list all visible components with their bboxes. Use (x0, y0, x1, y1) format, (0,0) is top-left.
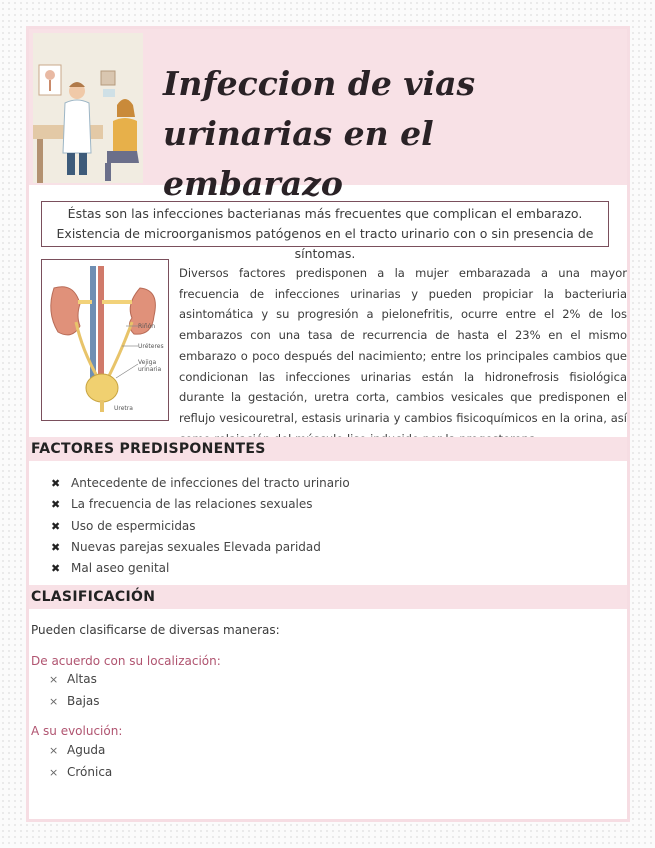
document-page (26, 26, 630, 822)
list-item-text: Altas (67, 672, 97, 686)
list-item-text: Uso de espermicidas (71, 518, 196, 533)
x-bullet-icon: ✖ (51, 519, 61, 533)
x-bullet-icon: × (49, 673, 59, 686)
list-item-text: Nuevas parejas sexuales Elevada paridad (71, 539, 321, 554)
list-item-text: Crónica (67, 764, 113, 779)
x-bullet-icon: × (49, 765, 59, 779)
evolucion-list (49, 740, 112, 783)
section-heading-factores: FACTORES PREDISPONENTES (29, 437, 627, 461)
list-item-text: La frecuencia de las relaciones sexuales (71, 497, 313, 512)
list-item-text: Bajas (67, 693, 100, 708)
list-item-text: Antecedente de infecciones del tracto urinario (71, 476, 350, 490)
section-heading-clasificacion: CLASIFICACIÓN (29, 585, 627, 609)
factors-list (51, 473, 350, 579)
group-label-localizacion: De acuerdo con su localización: (31, 654, 221, 668)
list-item (51, 494, 350, 515)
x-bullet-icon: ✖ (51, 562, 61, 576)
group-label-evolucion: A su evolución: (31, 724, 123, 738)
page-title: Infeccion de vias urinarias en el embarazo (163, 64, 476, 203)
x-bullet-icon: ✖ (51, 498, 61, 512)
x-bullet-icon: × (49, 694, 59, 708)
list-item (49, 740, 112, 762)
list-item-text: Mal aseo genital (71, 561, 170, 576)
doctor-patient-illustration (33, 33, 143, 183)
clasificacion-intro: Pueden clasificarse de diversas maneras: (31, 623, 280, 637)
description-paragraph: Diversos factores predisponen a la mujer embarazada a una mayor frecuencia de infecciones urinarias y pueden propiciar la bacteriuria asintomática y su progresión a pielonefritis, ocurre entre el 2% de los embarazos con una tasa de recurrencia de hasta el 23% en el mismo embarazo o poco después del nacimiento; entre los principales cambios que condicionan las infecciones urinarias están la hidronefrosis fisiológica durante la gestación, uretra corta, cambios vesicales que predisponen el reflujo vesicouretral, estasis urinaria y cambios fisicoquímicos en la orina, así (179, 266, 627, 425)
label-vejiga: Vejiga (138, 359, 157, 366)
list-item-text: Aguda (67, 743, 106, 757)
list-item (51, 558, 350, 579)
list-item (51, 473, 350, 494)
list-item (49, 762, 112, 784)
list-item (49, 691, 100, 713)
list-item (51, 537, 350, 558)
label-urinaria: urinaria (138, 366, 162, 373)
label-uretra: Uretra (114, 405, 133, 412)
x-bullet-icon: ✖ (51, 540, 61, 554)
list-item (51, 516, 350, 537)
x-bullet-icon: × (49, 744, 59, 757)
localizacion-list (49, 669, 100, 712)
intro-definition-box: Éstas son las infecciones bacterianas más frecuentes que complican el embarazo. Existencia de microorganismos patógenos en el tracto urinario con o sin presencia de síntomas. (41, 201, 609, 247)
label-ureteres: Uréteres (138, 343, 164, 350)
urinary-tract-figure (41, 259, 169, 421)
label-rinon: Riñón (138, 323, 156, 330)
list-item (49, 669, 100, 691)
header-banner (29, 29, 627, 203)
x-bullet-icon: ✖ (51, 477, 61, 490)
